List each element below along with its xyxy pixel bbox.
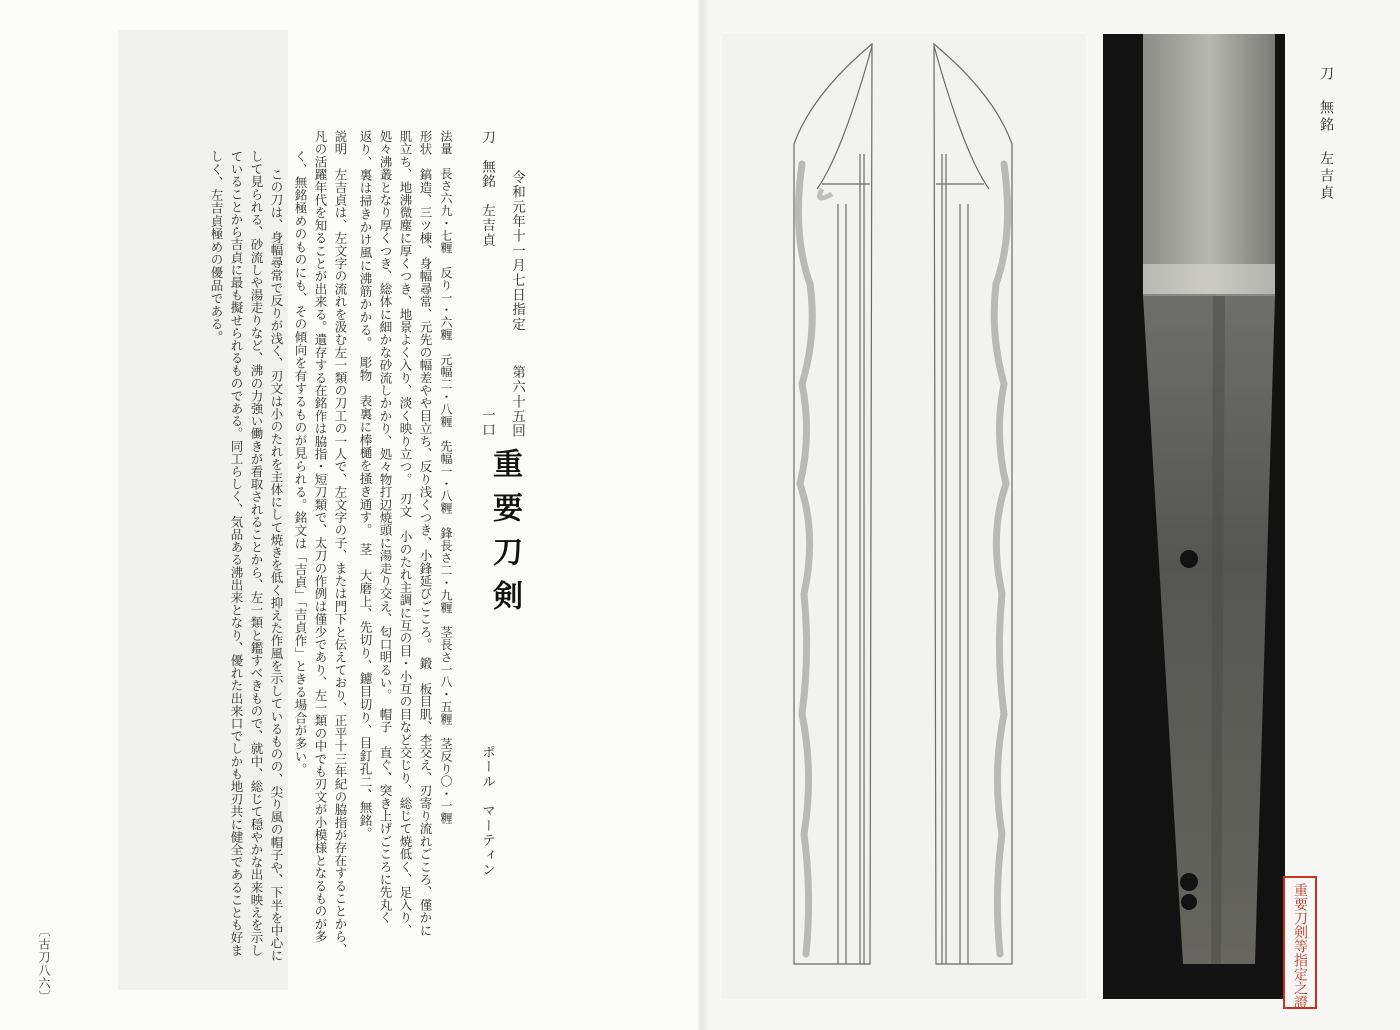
description-line-2: 凡の活躍年代を知ることが出来る。遺存する在銘作は脇指・短刀類で、太刀の作例は僅少であり、左一類の中でも刃文が小模様となるものが多 xyxy=(313,130,328,943)
hamon-front xyxy=(798,164,812,954)
book-gutter xyxy=(698,0,708,1030)
tang-figure xyxy=(1103,34,1285,999)
description-line-5: して見られる、砂流しや湯走りなど、沸の力強い働きが看取されることから、左一類と鑑すべきもので、就中、総じて穏やかな出来映えを示し xyxy=(249,150,264,957)
specs-line-2: 形状 鎬造、三ツ棟、身幅尋常、元先の幅差やや目立ち、反り浅くつき、小鋒延びごころ。 鍛 板目肌、杢交え、刃寄り流れごころ、僅かに xyxy=(418,130,433,937)
blade-rubbing-figure xyxy=(722,34,1086,999)
page-number: 〔古刀八六〕 xyxy=(37,925,51,1003)
blade-section xyxy=(1143,34,1275,294)
hamon-back xyxy=(994,164,1007,954)
specs-line-1: 法量 長さ六九・七糎 反り一・六糎 元幅二・八糎 先幅一・八糎 鋒長さ二・九糎 茎長さ一八・五糎 茎反り〇・一糎 xyxy=(439,130,453,825)
tang-body xyxy=(1143,296,1275,964)
nbthk-seal xyxy=(1282,875,1318,1010)
description-line-3: く、無銘極めのものにも、その傾向を有するものが見られる。銘文は「吉貞」「吉貞作」ときる場合が多い。 xyxy=(293,150,308,776)
specs-line-3: 肌立ち、地沸微塵に厚くつき、地景よく入り、淡く映り立つ。 刃文 小のたれ主調に互の目・小互の目など交じり、総じて焼低く、足入り、 xyxy=(398,130,413,937)
description-line-4: この刀は、身幅尋常で反りが浅く、刃文は小のたれを主体にして焼きを低く抑えた作風を示しているものの、尖り風の帽子や、下半を中心に xyxy=(269,168,284,962)
item-name: 刀 無銘 左吉貞 xyxy=(479,130,495,248)
red-seal-stamp xyxy=(1282,875,1318,1010)
mekugi-ana-2 xyxy=(1180,873,1198,891)
mekugi-ana-1 xyxy=(1180,550,1198,568)
author-name: ポール マーティン xyxy=(479,745,495,878)
seal-text: 重要刀剣等指定之證 xyxy=(1292,883,1308,1009)
session-number: 第六十五回 xyxy=(509,365,525,439)
designation-date: 令和元年十一月七日指定 xyxy=(509,170,525,332)
oshigata-drawing xyxy=(722,34,1086,999)
description-line-1: 説明 左吉貞は、左文字の流れを汲む左一類の刀工の一人で、左文字の子、または門下と伝えており、正平十三年紀の脇指が存在することから、 xyxy=(333,130,348,956)
photo-caption: 刀 無銘 左吉貞 xyxy=(1318,66,1334,202)
specs-line-5: 返り、裏は掃きかけ風に沸筋かかる。 彫物 表裏に棒樋を掻き通す。 茎 大磨上、先切り、鑢目切り、目釘孔二、無銘。 xyxy=(358,130,373,840)
page-title: 重要刀剣 xyxy=(487,448,522,624)
tang-photograph xyxy=(1103,34,1285,999)
description-line-7: しく、左吉貞極めの優品である。 xyxy=(209,150,224,344)
description-line-6: ていることから吉貞に最も擬せられるものである。同工らしく、気品ある沸出来となり、優れた出来口でしかも地刃共に健全であることも好ま xyxy=(229,150,244,957)
item-count: 一口 xyxy=(479,408,495,438)
specs-line-4: 処々沸叢となり厚くつき、総体に細かな砂流しかかり、処々物打辺焼頭に湯走り交え、匂口明るい。 帽子 直ぐ、突き上げごころに先丸く xyxy=(378,130,393,924)
